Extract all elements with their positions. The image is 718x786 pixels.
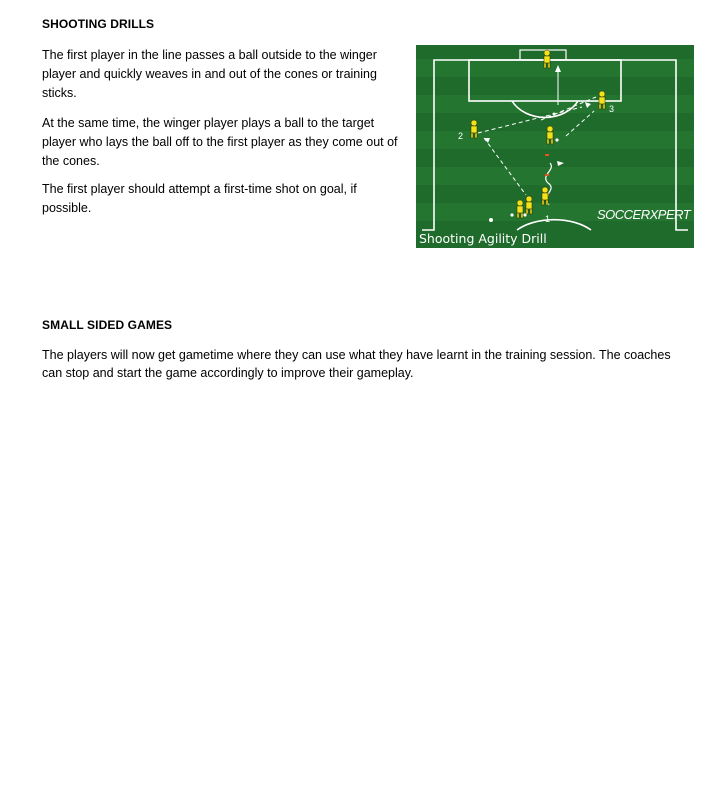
player-label: 1 bbox=[545, 214, 551, 224]
figure-caption: Shooting Agility Drill bbox=[419, 231, 547, 246]
paragraph: The first player should attempt a first-time shot on goal, if possible. bbox=[42, 182, 357, 215]
paragraph: The players will now get gametime where they can use what they have learnt in the training session. The coaches can stop and start the game accordingly to improve their gameplay. bbox=[42, 348, 671, 380]
pitch-stripe bbox=[416, 95, 694, 113]
player-label: 3 bbox=[609, 104, 615, 114]
section-heading-small-sided-games: SMALL SIDED GAMES bbox=[42, 318, 173, 332]
paragraph: The first player in the line passes a ball outside to the winger player and quickly weaves in and out of the cones or training sticks. bbox=[42, 48, 377, 100]
soccerxpert-logo: SOCCERXPERT bbox=[597, 207, 691, 222]
player-label: 2 bbox=[458, 131, 464, 141]
paragraph: At the same time, the winger player plays a ball to the target player who lays the ball off to the first player as they come out of the cones. bbox=[42, 116, 398, 168]
drill-diagram bbox=[416, 45, 694, 248]
pitch-stripe bbox=[416, 59, 694, 77]
section-heading-shooting-drills: SHOOTING DRILLS bbox=[42, 17, 155, 31]
pitch-stripe bbox=[416, 167, 694, 185]
